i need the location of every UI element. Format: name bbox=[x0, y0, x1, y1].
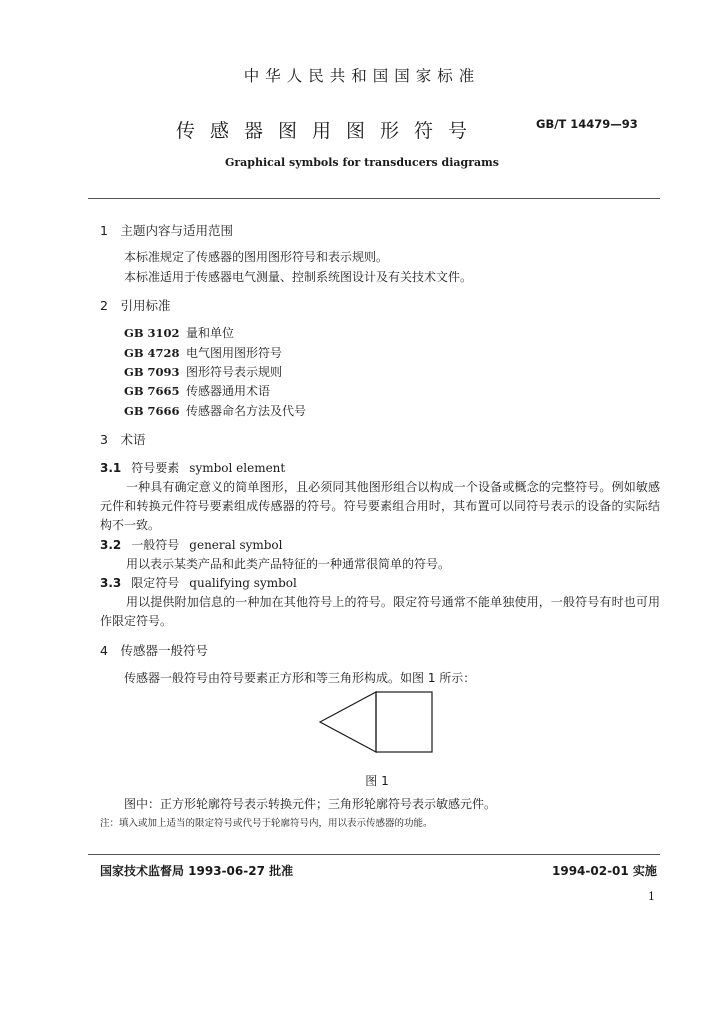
term-number: 3.2 bbox=[100, 538, 122, 552]
section-1-heading: 1 主题内容与适用范围 bbox=[100, 223, 233, 238]
triangle-outline bbox=[320, 692, 376, 752]
transducer-general-symbol bbox=[318, 688, 438, 760]
section-4-intro: 传感器一般符号由符号要素正方形和等三角形构成。如图 1 所示： bbox=[124, 671, 476, 685]
reference-code: GB 7666 bbox=[124, 404, 180, 418]
term-3-1-definition: 一种具有确定意义的简单图形，且必须同其他图形组合以构成一个设备或概念的完整符号。例如敏感元件和转换元件符号要素组成传感器的符号。符号要素组合用时，其布置可以同符号表示的设备的实际结构不一致。 bbox=[100, 480, 660, 532]
reference-item bbox=[124, 382, 270, 399]
reference-name: 传感器通用术语 bbox=[186, 384, 271, 398]
reference-item bbox=[124, 344, 282, 361]
issuing-organization: 中华人民共和国国家标准 bbox=[243, 67, 481, 85]
section-1-line-1: 本标准规定了传感器的图用图形符号和表示规则。 bbox=[124, 250, 389, 264]
standard-number: GB/T 14479—93 bbox=[536, 117, 638, 131]
term-3-2-heading bbox=[100, 536, 283, 553]
section-1-line-2: 本标准适用于传感器电气测量、控制系统图设计及有关技术文件。 bbox=[124, 270, 473, 284]
term-3-3-definition: 用以提供附加信息的一种加在其他符号上的符号。限定符号通常不能单独使用，一般符号有时也可用作限定符号。 bbox=[100, 595, 660, 628]
reference-item bbox=[124, 402, 306, 419]
term-3-3-heading bbox=[100, 574, 297, 591]
reference-code: GB 7665 bbox=[124, 384, 180, 398]
term-number: 3.1 bbox=[100, 461, 122, 475]
header-divider bbox=[88, 198, 660, 199]
section-2-heading: 2 引用标准 bbox=[100, 298, 171, 313]
term-3-1-heading bbox=[100, 459, 285, 476]
english-title: Graphical symbols for transducers diagrams bbox=[224, 156, 499, 169]
figure-label: 图 1 bbox=[365, 774, 389, 788]
reference-code: GB 3102 bbox=[124, 326, 180, 340]
term-english: symbol element bbox=[189, 461, 286, 475]
term-number: 3.3 bbox=[100, 576, 122, 590]
reference-name: 传感器命名方法及代号 bbox=[186, 404, 307, 418]
standard-title: 传感器图用图形符号 bbox=[176, 120, 483, 142]
term-english: qualifying symbol bbox=[189, 576, 297, 590]
approval-line: 国家技术监督局 1993-06-27 批准 bbox=[100, 864, 294, 878]
page-number: 1 bbox=[648, 890, 655, 903]
reference-item bbox=[124, 324, 234, 341]
reference-name: 电气图用图形符号 bbox=[186, 346, 283, 360]
term-english: general symbol bbox=[189, 538, 283, 552]
term-name: 限定符号 bbox=[131, 576, 180, 590]
implementation-line: 1994-02-01 实施 bbox=[552, 864, 657, 878]
section-4-heading: 4 传感器一般符号 bbox=[100, 643, 208, 658]
term-name: 一般符号 bbox=[131, 538, 180, 552]
reference-name: 量和单位 bbox=[186, 326, 235, 340]
reference-name: 图形符号表示规则 bbox=[186, 365, 283, 379]
term-name: 符号要素 bbox=[131, 461, 180, 475]
reference-code: GB 7093 bbox=[124, 365, 180, 379]
figure-caption: 图中：正方形轮廓符号表示转换元件；三角形轮廓符号表示敏感元件。 bbox=[124, 797, 497, 811]
footer-divider bbox=[88, 854, 660, 855]
term-3-2-definition: 用以表示某类产品和此类产品特征的一种通常很简单的符号。 bbox=[126, 557, 451, 571]
reference-item bbox=[124, 363, 282, 380]
figure-note: 注：填入或加上适当的限定符号或代号于轮廓符号内，用以表示传感器的功能。 bbox=[100, 818, 433, 829]
square-outline bbox=[376, 692, 432, 752]
reference-code: GB 4728 bbox=[124, 346, 180, 360]
section-3-heading: 3 术语 bbox=[100, 432, 146, 447]
